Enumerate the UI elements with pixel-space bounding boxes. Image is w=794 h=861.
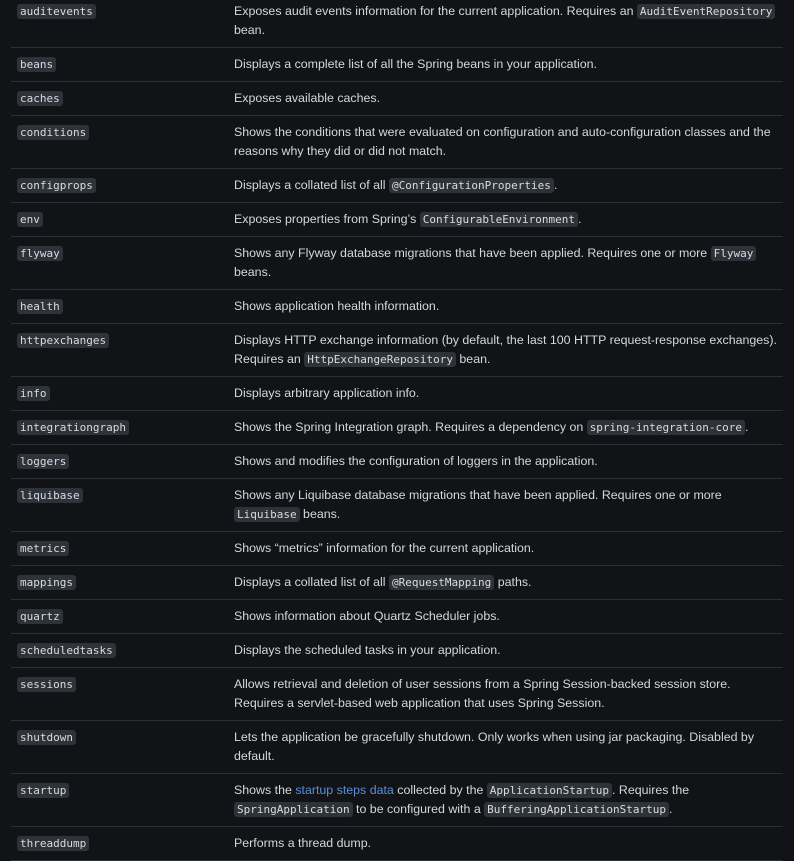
description-text: bean.: [455, 352, 491, 366]
endpoint-id-cell: [11, 781, 234, 819]
endpoint-description: [234, 675, 783, 713]
endpoint-id-cell: [11, 384, 234, 403]
endpoint-description: [234, 834, 783, 853]
endpoint-description: [234, 2, 783, 40]
endpoint-id: loggers: [17, 454, 69, 469]
description-text: Allows retrieval and deletion of user sessions from a Spring Session-backed session store. Requires a servlet-based web application that uses Spring Session.: [234, 677, 731, 710]
endpoint-id: beans: [17, 57, 56, 72]
endpoint-description: [234, 297, 783, 316]
description-text: .: [553, 178, 558, 192]
endpoint-id-cell: [11, 607, 234, 626]
description-text: Displays arbitrary application info.: [234, 386, 420, 400]
endpoint-id: env: [17, 212, 43, 227]
endpoint-id: sessions: [17, 677, 76, 692]
table-row: [11, 827, 783, 861]
description-text: collected by the: [393, 783, 487, 797]
endpoint-id-cell: [11, 297, 234, 316]
endpoint-id: shutdown: [17, 730, 76, 745]
table-row: [11, 721, 783, 774]
endpoint-id: threaddump: [17, 836, 89, 851]
endpoint-description: [234, 123, 783, 161]
endpoint-description: [234, 728, 783, 766]
inline-code: SpringApplication: [234, 802, 353, 817]
endpoint-description: [234, 384, 783, 403]
endpoint-id: conditions: [17, 125, 89, 140]
description-text: Exposes audit events information for the current application. Requires an: [234, 4, 637, 18]
description-text: Exposes properties from Spring’s: [234, 212, 420, 226]
endpoint-id: health: [17, 299, 63, 314]
table-row: [11, 82, 783, 116]
endpoint-id: caches: [17, 91, 63, 106]
description-text: Shows information about Quartz Scheduler jobs.: [234, 609, 500, 623]
endpoint-id-cell: [11, 573, 234, 592]
description-text: beans.: [234, 265, 272, 279]
endpoint-description: [234, 539, 783, 558]
endpoint-description: [234, 781, 783, 819]
description-text: .: [668, 802, 673, 816]
inline-code: spring-integration-core: [587, 420, 745, 435]
description-text: .: [578, 212, 582, 226]
table-row: [11, 237, 783, 290]
endpoint-description: [234, 486, 783, 524]
table-row: [11, 668, 783, 721]
endpoint-id-cell: [11, 539, 234, 558]
table-row: [11, 445, 783, 479]
table-row: [11, 48, 783, 82]
endpoint-description: [234, 89, 783, 108]
endpoint-id-cell: [11, 55, 234, 74]
endpoint-description: [234, 244, 783, 282]
description-text: .: [745, 420, 749, 434]
description-text: Displays a collated list of all: [234, 575, 389, 589]
description-text: Shows application health information.: [234, 299, 440, 313]
description-text: Performs a thread dump.: [234, 836, 372, 850]
description-text: Shows any Flyway database migrations that have been applied. Requires one or more: [234, 246, 711, 260]
endpoint-id: httpexchanges: [17, 333, 109, 348]
inline-code: Flyway: [711, 246, 757, 261]
table-row: [11, 290, 783, 324]
endpoint-id-cell: [11, 89, 234, 108]
description-text: Shows “metrics” information for the current application.: [234, 541, 535, 555]
table-row: [11, 774, 783, 827]
description-text: Shows the Spring Integration graph. Requires a dependency on: [234, 420, 587, 434]
endpoint-id: integrationgraph: [17, 420, 129, 435]
inline-code: BufferingApplicationStartup: [484, 802, 669, 817]
endpoint-description: [234, 331, 783, 369]
description-text: . Requires the: [612, 783, 690, 797]
endpoint-id-cell: [11, 418, 234, 437]
description-text: Displays HTTP exchange information (by default, the last 100 HTTP request-response exchanges). Requires an: [234, 333, 777, 366]
endpoint-id: scheduledtasks: [17, 643, 116, 658]
table-row: [11, 169, 783, 203]
description-text: Shows any Liquibase database migrations that have been applied. Requires one or more: [234, 488, 722, 502]
endpoint-id-cell: [11, 176, 234, 195]
table-row: [11, 377, 783, 411]
description-text: Displays a complete list of all the Spring beans in your application.: [234, 57, 597, 71]
endpoint-description: [234, 176, 783, 195]
table-row: [11, 324, 783, 377]
endpoint-id: flyway: [17, 246, 63, 261]
inline-code: Liquibase: [234, 507, 300, 522]
description-text: to be configured with a: [352, 802, 485, 816]
inline-code: ApplicationStartup: [487, 783, 612, 798]
endpoint-id-cell: [11, 244, 234, 282]
endpoints-table: [11, 0, 783, 861]
description-text: Shows the: [234, 783, 296, 797]
description-text: paths.: [494, 575, 532, 589]
table-row: [11, 532, 783, 566]
endpoint-description: [234, 573, 783, 592]
endpoint-id-cell: [11, 641, 234, 660]
endpoint-id: quartz: [17, 609, 63, 624]
description-text: Lets the application be gracefully shutdown. Only works when using jar packaging. Disabled by default.: [234, 730, 755, 763]
endpoint-id-cell: [11, 834, 234, 853]
endpoint-id-cell: [11, 331, 234, 369]
inline-code: ConfigurableEnvironment: [420, 212, 578, 227]
endpoint-description: [234, 55, 783, 74]
table-row: [11, 479, 783, 532]
table-row: [11, 116, 783, 169]
endpoint-id-cell: [11, 452, 234, 471]
endpoint-description: [234, 452, 783, 471]
endpoint-id: liquibase: [17, 488, 83, 503]
description-text: bean.: [234, 23, 266, 37]
endpoint-description: [234, 210, 783, 229]
endpoint-id: startup: [17, 783, 69, 798]
endpoint-id-cell: [11, 486, 234, 524]
endpoint-description: [234, 641, 783, 660]
table-row: [11, 634, 783, 668]
description-text: beans.: [299, 507, 341, 521]
table-row: [11, 566, 783, 600]
endpoint-id-cell: [11, 210, 234, 229]
inline-code: @RequestMapping: [389, 575, 494, 590]
endpoint-id-cell: [11, 728, 234, 766]
table-row: [11, 411, 783, 445]
description-text: Shows the conditions that were evaluated on configuration and auto-configuration classes and the reasons why they did or did not match.: [234, 125, 771, 158]
endpoint-id-cell: [11, 675, 234, 713]
table-row: [11, 0, 783, 48]
inline-code: HttpExchangeRepository: [304, 352, 456, 367]
endpoint-id: mappings: [17, 575, 76, 590]
endpoint-description: [234, 418, 783, 437]
description-text: Exposes available caches.: [234, 91, 381, 105]
description-text: Shows and modifies the configuration of loggers in the application.: [234, 454, 598, 468]
description-text: Displays the scheduled tasks in your application.: [234, 643, 501, 657]
endpoint-description: [234, 607, 783, 626]
inline-code: @ConfigurationProperties: [389, 178, 554, 193]
table-row: [11, 203, 783, 237]
table-row: [11, 600, 783, 634]
endpoint-id-cell: [11, 2, 234, 40]
endpoint-id: auditevents: [17, 4, 96, 19]
description-text: Displays a collated list of all: [234, 178, 389, 192]
doc-link[interactable]: startup steps data: [295, 783, 394, 797]
endpoint-id: metrics: [17, 541, 69, 556]
endpoint-id-cell: [11, 123, 234, 161]
endpoint-id: configprops: [17, 178, 96, 193]
inline-code: AuditEventRepository: [637, 4, 775, 19]
endpoint-id: info: [17, 386, 50, 401]
